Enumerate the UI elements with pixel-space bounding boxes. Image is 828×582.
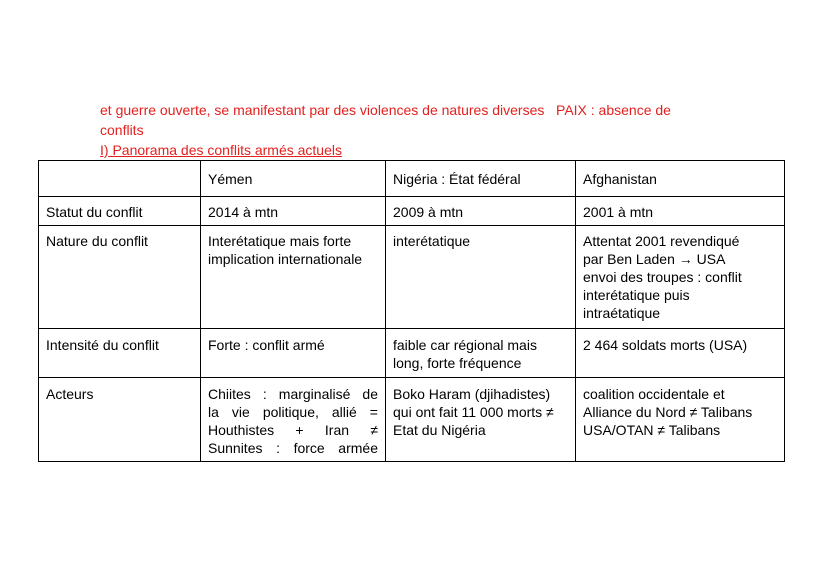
cell-line: Forte : conflit armé <box>208 337 325 353</box>
row-label-acteurs: Acteurs <box>39 378 201 462</box>
cell-line: la vie politique, allié = <box>208 404 378 420</box>
table-row-nature <box>39 226 785 329</box>
cell-line: Interétatique mais forte <box>208 233 352 249</box>
cell-line: qui ont fait 11 000 morts ≠ <box>393 404 554 420</box>
cell-line: Sunnites : force armée <box>208 440 378 456</box>
intro-text-line-2: conflits <box>100 122 144 138</box>
cell-line: Boko Haram (djihadistes) <box>393 386 551 402</box>
cell-line: 2014 à mtn <box>208 204 279 220</box>
cell-line: coalition occidentale et <box>583 386 725 402</box>
row-label-intensite: Intensité du conflit <box>39 329 201 378</box>
cell-line: interétatique puis <box>583 287 690 303</box>
cell-line: 2001 à mtn <box>583 204 654 220</box>
cell-intensite-afghanistan <box>576 329 785 378</box>
cell-line: par Ben Laden → USA <box>583 251 726 267</box>
cell-nature-afghanistan <box>576 226 785 329</box>
table-row-intensite <box>39 329 785 378</box>
cell-line: Alliance du Nord ≠ Talibans <box>583 404 753 420</box>
cell-line: Attentat 2001 revendiqué <box>583 233 740 249</box>
table-row-acteurs <box>39 378 785 462</box>
row-label-nature: Nature du conflit <box>39 226 201 329</box>
intro-text-line-1: et guerre ouverte, se manifestant par des violences de natures diverses PAIX : absence de <box>100 102 671 118</box>
cell-line: envoi des troupes : conflit <box>583 269 742 285</box>
cell-statut-nigeria <box>386 197 576 226</box>
table-row-statut <box>39 197 785 226</box>
cell-line: intraétatique <box>583 305 661 321</box>
cell-line: USA/OTAN ≠ Talibans <box>583 422 721 438</box>
header-cell-nigeria: Nigéria : État fédéral <box>386 161 576 197</box>
header-cell-empty <box>39 161 201 197</box>
cell-line: interétatique <box>393 233 471 249</box>
cell-line: Houthistes + Iran ≠ <box>208 422 378 438</box>
conflicts-table <box>38 160 785 462</box>
header-cell-afghanistan: Afghanistan <box>576 161 785 197</box>
cell-intensite-nigeria <box>386 329 576 378</box>
cell-nature-nigeria <box>386 226 576 329</box>
cell-nature-yemen <box>201 226 386 329</box>
row-label-statut: Statut du conflit <box>39 197 201 226</box>
cell-line: Chiites : marginalisé de <box>208 386 378 402</box>
table-header-row <box>39 161 785 197</box>
cell-line: faible car régional mais <box>393 337 537 353</box>
section-heading: I) Panorama des conflits armés actuels <box>100 142 342 158</box>
cell-intensite-yemen <box>201 329 386 378</box>
cell-acteurs-yemen <box>201 378 386 462</box>
cell-line: long, forte fréquence <box>393 355 522 371</box>
cell-acteurs-nigeria <box>386 378 576 462</box>
cell-statut-yemen <box>201 197 386 226</box>
cell-acteurs-afghanistan <box>576 378 785 462</box>
cell-line: implication internationale <box>208 251 363 267</box>
cell-line: 2009 à mtn <box>393 204 464 220</box>
cell-line: 2 464 soldats morts (USA) <box>583 337 748 353</box>
cell-statut-afghanistan <box>576 197 785 226</box>
header-cell-yemen: Yémen <box>201 161 386 197</box>
cell-line: Etat du Nigéria <box>393 422 486 438</box>
